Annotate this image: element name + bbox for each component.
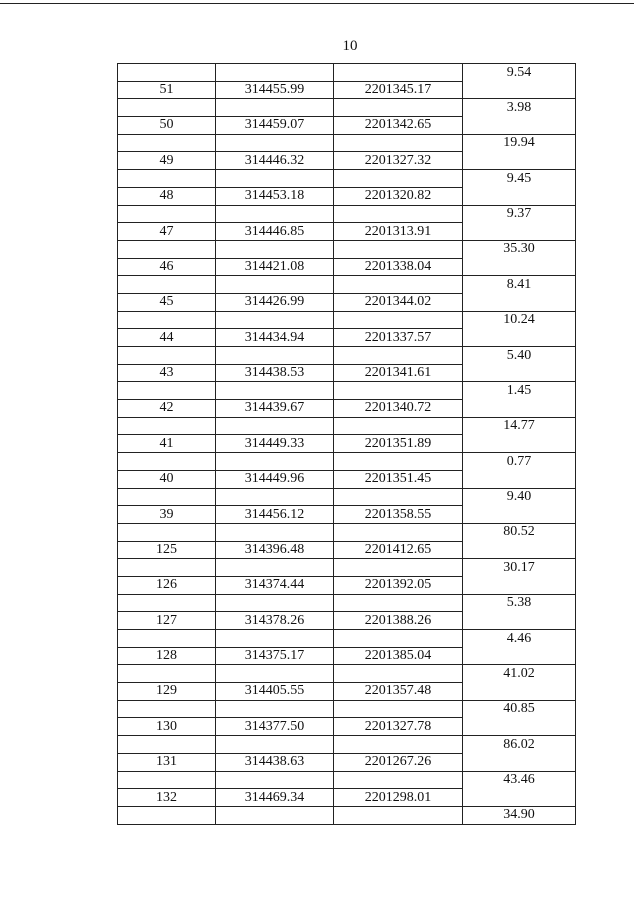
point-row <box>118 753 576 771</box>
distance-row <box>118 771 576 789</box>
y-coordinate-cell: 2201337.57 <box>334 329 463 347</box>
distance-cell: 10.24 <box>463 311 576 329</box>
point-number-cell: 130 <box>118 718 216 736</box>
x-coordinate-cell: 314421.08 <box>216 258 334 276</box>
y-coordinate-cell: 2201388.26 <box>334 612 463 630</box>
point-number-cell: 43 <box>118 364 216 382</box>
distance-cell <box>463 400 576 418</box>
x-coordinate-cell <box>216 382 334 400</box>
distance-cell <box>463 293 576 311</box>
point-number-cell <box>118 382 216 400</box>
x-coordinate-cell: 314375.17 <box>216 647 334 665</box>
y-coordinate-cell: 2201358.55 <box>334 506 463 524</box>
point-number-cell: 49 <box>118 152 216 170</box>
x-coordinate-cell <box>216 806 334 824</box>
distance-cell <box>463 117 576 135</box>
point-number-cell <box>118 630 216 648</box>
y-coordinate-cell <box>334 205 463 223</box>
x-coordinate-cell <box>216 311 334 329</box>
distance-cell <box>463 223 576 241</box>
x-coordinate-cell <box>216 417 334 435</box>
point-number-cell <box>118 240 216 258</box>
point-row <box>118 647 576 665</box>
distance-cell <box>463 753 576 771</box>
distance-cell <box>463 541 576 559</box>
x-coordinate-cell <box>216 488 334 506</box>
point-number-cell <box>118 417 216 435</box>
distance-cell <box>463 612 576 630</box>
point-number-cell: 45 <box>118 293 216 311</box>
point-number-cell <box>118 594 216 612</box>
x-coordinate-cell <box>216 559 334 577</box>
y-coordinate-cell <box>334 347 463 365</box>
point-number-cell <box>118 736 216 754</box>
x-coordinate-cell: 314377.50 <box>216 718 334 736</box>
distance-cell: 19.94 <box>463 134 576 152</box>
x-coordinate-cell <box>216 523 334 541</box>
y-coordinate-cell: 2201320.82 <box>334 187 463 205</box>
y-coordinate-cell <box>334 170 463 188</box>
y-coordinate-cell <box>334 630 463 648</box>
point-row <box>118 470 576 488</box>
point-row <box>118 400 576 418</box>
distance-row <box>118 665 576 683</box>
x-coordinate-cell <box>216 736 334 754</box>
distance-cell <box>463 435 576 453</box>
point-number-cell <box>118 276 216 294</box>
point-number-cell <box>118 134 216 152</box>
point-number-cell: 39 <box>118 506 216 524</box>
y-coordinate-cell <box>334 523 463 541</box>
distance-row <box>118 134 576 152</box>
point-number-cell <box>118 99 216 117</box>
point-row <box>118 506 576 524</box>
x-coordinate-cell: 314438.53 <box>216 364 334 382</box>
distance-cell: 30.17 <box>463 559 576 577</box>
x-coordinate-cell: 314446.32 <box>216 152 334 170</box>
y-coordinate-cell: 2201345.17 <box>334 81 463 99</box>
distance-cell: 5.40 <box>463 347 576 365</box>
point-number-cell <box>118 488 216 506</box>
x-coordinate-cell <box>216 134 334 152</box>
x-coordinate-cell <box>216 170 334 188</box>
point-number-cell: 126 <box>118 576 216 594</box>
x-coordinate-cell <box>216 347 334 365</box>
x-coordinate-cell: 314446.85 <box>216 223 334 241</box>
distance-row <box>118 559 576 577</box>
point-number-cell: 131 <box>118 753 216 771</box>
distance-row <box>118 240 576 258</box>
point-number-cell <box>118 347 216 365</box>
point-row <box>118 293 576 311</box>
distance-cell: 41.02 <box>463 665 576 683</box>
point-row <box>118 683 576 701</box>
point-number-cell: 48 <box>118 187 216 205</box>
y-coordinate-cell: 2201327.32 <box>334 152 463 170</box>
x-coordinate-cell: 314396.48 <box>216 541 334 559</box>
point-row <box>118 223 576 241</box>
point-row <box>118 435 576 453</box>
distance-cell: 4.46 <box>463 630 576 648</box>
y-coordinate-cell <box>334 276 463 294</box>
distance-row <box>118 311 576 329</box>
distance-row <box>118 276 576 294</box>
point-number-cell: 132 <box>118 789 216 807</box>
distance-cell: 14.77 <box>463 417 576 435</box>
table-body <box>118 64 576 825</box>
point-row <box>118 364 576 382</box>
y-coordinate-cell <box>334 559 463 577</box>
y-coordinate-cell <box>334 417 463 435</box>
distance-cell: 9.40 <box>463 488 576 506</box>
distance-cell <box>463 258 576 276</box>
point-number-cell: 41 <box>118 435 216 453</box>
distance-cell <box>463 683 576 701</box>
distance-cell: 35.30 <box>463 240 576 258</box>
distance-row <box>118 382 576 400</box>
distance-cell <box>463 187 576 205</box>
point-row <box>118 541 576 559</box>
distance-row <box>118 205 576 223</box>
y-coordinate-cell <box>334 311 463 329</box>
x-coordinate-cell <box>216 64 334 82</box>
point-number-cell: 42 <box>118 400 216 418</box>
point-number-cell: 50 <box>118 117 216 135</box>
x-coordinate-cell <box>216 665 334 683</box>
y-coordinate-cell: 2201385.04 <box>334 647 463 665</box>
distance-row <box>118 736 576 754</box>
point-number-cell: 51 <box>118 81 216 99</box>
distance-cell <box>463 329 576 347</box>
distance-cell: 0.77 <box>463 453 576 471</box>
y-coordinate-cell: 2201392.05 <box>334 576 463 594</box>
distance-cell <box>463 506 576 524</box>
y-coordinate-cell <box>334 64 463 82</box>
x-coordinate-cell <box>216 700 334 718</box>
point-number-cell <box>118 205 216 223</box>
point-row <box>118 329 576 347</box>
x-coordinate-cell <box>216 771 334 789</box>
point-row <box>118 152 576 170</box>
point-number-cell <box>118 523 216 541</box>
distance-cell: 5.38 <box>463 594 576 612</box>
x-coordinate-cell: 314455.99 <box>216 81 334 99</box>
point-row <box>118 258 576 276</box>
coordinates-table <box>117 63 576 825</box>
distance-row <box>118 806 576 824</box>
point-number-cell: 125 <box>118 541 216 559</box>
distance-row <box>118 170 576 188</box>
y-coordinate-cell <box>334 771 463 789</box>
point-number-cell: 128 <box>118 647 216 665</box>
distance-cell: 9.37 <box>463 205 576 223</box>
y-coordinate-cell: 2201313.91 <box>334 223 463 241</box>
x-coordinate-cell <box>216 453 334 471</box>
y-coordinate-cell <box>334 594 463 612</box>
x-coordinate-cell: 314378.26 <box>216 612 334 630</box>
distance-cell <box>463 81 576 99</box>
point-row <box>118 81 576 99</box>
y-coordinate-cell <box>334 453 463 471</box>
distance-row <box>118 417 576 435</box>
distance-row <box>118 594 576 612</box>
point-number-cell: 40 <box>118 470 216 488</box>
point-number-cell: 129 <box>118 683 216 701</box>
point-number-cell: 127 <box>118 612 216 630</box>
y-coordinate-cell <box>334 806 463 824</box>
y-coordinate-cell: 2201342.65 <box>334 117 463 135</box>
distance-cell: 86.02 <box>463 736 576 754</box>
distance-cell: 34.90 <box>463 806 576 824</box>
distance-row <box>118 453 576 471</box>
x-coordinate-cell: 314405.55 <box>216 683 334 701</box>
point-row <box>118 576 576 594</box>
distance-row <box>118 523 576 541</box>
y-coordinate-cell <box>334 488 463 506</box>
point-number-cell: 44 <box>118 329 216 347</box>
point-number-cell <box>118 311 216 329</box>
point-row <box>118 187 576 205</box>
point-row <box>118 789 576 807</box>
point-number-cell <box>118 64 216 82</box>
point-number-cell: 46 <box>118 258 216 276</box>
y-coordinate-cell: 2201327.78 <box>334 718 463 736</box>
distance-cell: 9.54 <box>463 64 576 82</box>
distance-cell: 3.98 <box>463 99 576 117</box>
y-coordinate-cell <box>334 700 463 718</box>
point-number-cell <box>118 453 216 471</box>
point-number-cell <box>118 170 216 188</box>
x-coordinate-cell: 314459.07 <box>216 117 334 135</box>
distance-cell <box>463 152 576 170</box>
distance-cell: 43.46 <box>463 771 576 789</box>
x-coordinate-cell: 314439.67 <box>216 400 334 418</box>
distance-cell: 9.45 <box>463 170 576 188</box>
x-coordinate-cell: 314469.34 <box>216 789 334 807</box>
point-number-cell <box>118 806 216 824</box>
x-coordinate-cell <box>216 630 334 648</box>
distance-row <box>118 64 576 82</box>
x-coordinate-cell <box>216 99 334 117</box>
x-coordinate-cell <box>216 594 334 612</box>
y-coordinate-cell: 2201298.01 <box>334 789 463 807</box>
y-coordinate-cell: 2201340.72 <box>334 400 463 418</box>
point-row <box>118 718 576 736</box>
y-coordinate-cell <box>334 665 463 683</box>
distance-cell: 40.85 <box>463 700 576 718</box>
distance-cell <box>463 470 576 488</box>
x-coordinate-cell: 314453.18 <box>216 187 334 205</box>
distance-cell <box>463 789 576 807</box>
y-coordinate-cell: 2201351.89 <box>334 435 463 453</box>
distance-row <box>118 488 576 506</box>
y-coordinate-cell <box>334 382 463 400</box>
point-row <box>118 612 576 630</box>
x-coordinate-cell: 314449.33 <box>216 435 334 453</box>
distance-cell: 80.52 <box>463 523 576 541</box>
x-coordinate-cell <box>216 240 334 258</box>
y-coordinate-cell <box>334 240 463 258</box>
distance-cell: 8.41 <box>463 276 576 294</box>
point-row <box>118 117 576 135</box>
x-coordinate-cell: 314434.94 <box>216 329 334 347</box>
x-coordinate-cell: 314449.96 <box>216 470 334 488</box>
point-number-cell <box>118 700 216 718</box>
y-coordinate-cell <box>334 99 463 117</box>
y-coordinate-cell <box>334 134 463 152</box>
point-number-cell <box>118 771 216 789</box>
distance-row <box>118 630 576 648</box>
y-coordinate-cell: 2201357.48 <box>334 683 463 701</box>
x-coordinate-cell: 314426.99 <box>216 293 334 311</box>
y-coordinate-cell: 2201412.65 <box>334 541 463 559</box>
distance-row <box>118 347 576 365</box>
distance-row <box>118 700 576 718</box>
point-number-cell <box>118 559 216 577</box>
distance-cell: 1.45 <box>463 382 576 400</box>
top-rule <box>0 3 634 4</box>
distance-cell <box>463 364 576 382</box>
y-coordinate-cell: 2201351.45 <box>334 470 463 488</box>
x-coordinate-cell: 314438.63 <box>216 753 334 771</box>
y-coordinate-cell: 2201341.61 <box>334 364 463 382</box>
x-coordinate-cell: 314456.12 <box>216 506 334 524</box>
page-number: 10 <box>342 38 358 54</box>
distance-cell <box>463 647 576 665</box>
y-coordinate-cell: 2201338.04 <box>334 258 463 276</box>
y-coordinate-cell: 2201344.02 <box>334 293 463 311</box>
distance-row <box>118 99 576 117</box>
distance-cell <box>463 718 576 736</box>
x-coordinate-cell <box>216 276 334 294</box>
y-coordinate-cell <box>334 736 463 754</box>
point-number-cell <box>118 665 216 683</box>
x-coordinate-cell <box>216 205 334 223</box>
x-coordinate-cell: 314374.44 <box>216 576 334 594</box>
point-number-cell: 47 <box>118 223 216 241</box>
distance-cell <box>463 576 576 594</box>
y-coordinate-cell: 2201267.26 <box>334 753 463 771</box>
